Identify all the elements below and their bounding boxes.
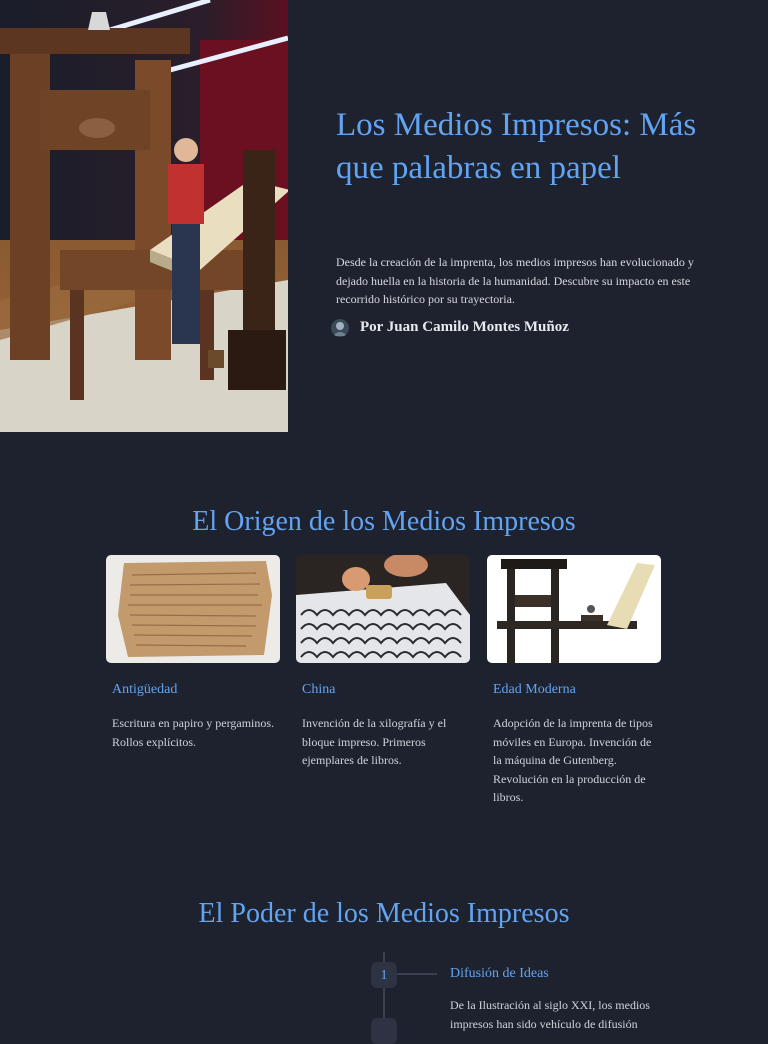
card-text: Escritura en papiro y pergaminos. Rollos explícitos.: [112, 716, 275, 749]
timeline-step-marker: [371, 1018, 397, 1044]
card-china: [296, 555, 471, 770]
origin-section-title: El Origen de los Medios Impresos: [192, 506, 576, 537]
woodblock-image: [296, 555, 470, 663]
timeline-connector: [397, 973, 437, 975]
card-title: Edad Moderna: [493, 682, 576, 697]
timeline-step-number: 1: [371, 962, 397, 988]
card-edad-moderna: [487, 555, 662, 807]
timeline-step-text: De la Ilustración al siglo XXI, los medios impresos han sido vehículo de difusión: [450, 998, 650, 1031]
timeline-step-title: Difusión de Ideas: [450, 966, 549, 981]
hero-section: [0, 0, 768, 432]
author-avatar: [331, 319, 349, 337]
author-byline: [331, 319, 736, 337]
card-antiguedad: [106, 555, 281, 751]
hero-description: Desde la creación de la imprenta, los medios impresos han evolucionado y dejado huella en la historia de la humanidad. Descubre su impacto en este recorrido histórico por su trayectoria.: [336, 255, 694, 307]
papyrus-image: [106, 555, 280, 663]
hero-title: Los Medios Impresos: Más que palabras en papel: [336, 107, 697, 186]
card-text: Invención de la xilografía y el bloque impreso. Primeros ejemplares de libros.: [302, 716, 447, 768]
author-name: Por Juan Camilo Montes Muñoz: [360, 319, 569, 336]
gutenberg-press-image: [487, 555, 661, 663]
card-title: China: [302, 682, 336, 697]
hero-image-printing-press: [0, 0, 288, 432]
power-section-title: El Poder de los Medios Impresos: [198, 898, 570, 929]
hero-text-block: [336, 104, 736, 337]
card-text: Adopción de la imprenta de tipos móviles en Europa. Invención de la máquina de Gutenberg. Revolución en la producción de libros.: [493, 716, 653, 805]
card-title: Antigüedad: [112, 682, 178, 697]
